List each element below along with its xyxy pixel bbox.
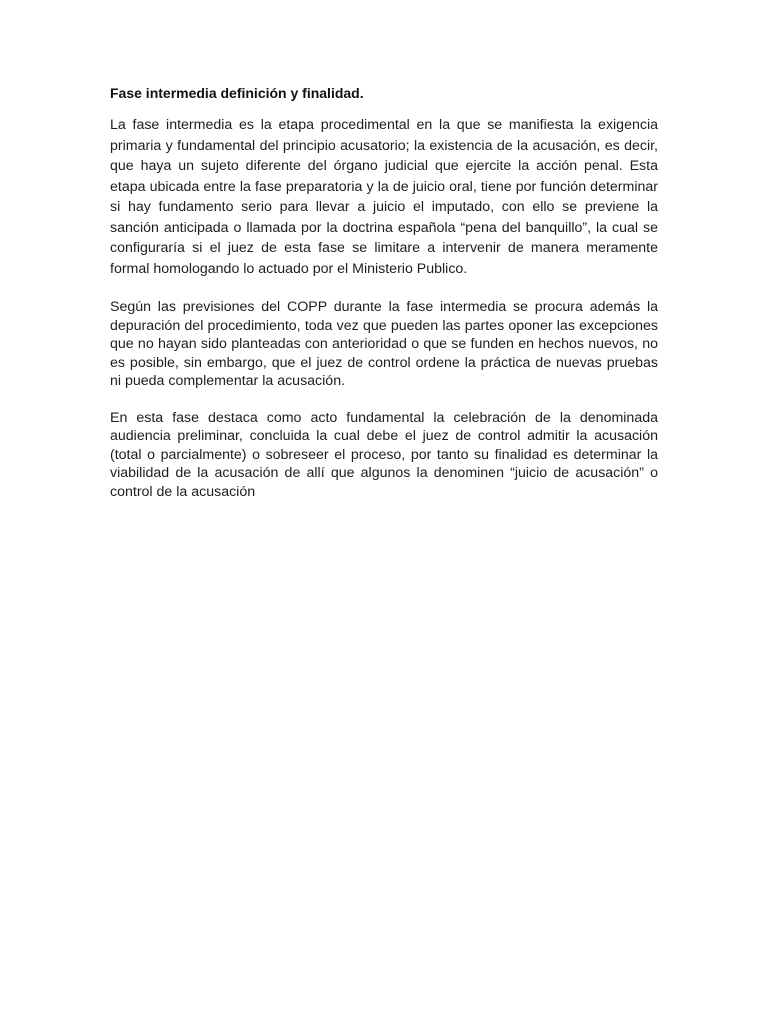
document-body (110, 84, 658, 501)
paragraph-1: La fase intermedia es la etapa procedimental en la que se manifiesta la exigencia primaria y fundamental del principio acusatorio; la existencia de la acusación, es decir, que haya un sujeto diferente del órgano judicial que ejercite la acción penal. Esta etapa ubicada entre la fase preparatoria y la de juicio oral, tiene por función determinar si hay fundamento serio para llevar a juicio el imputado, con ello se previene la sanción anticipada o llamada por la doctrina española “pena del banquillo”, la cual se configuraría si el juez de esta fase se limitare a intervenir de manera meramente formal homologando lo actuado por el Ministerio Publico. (110, 117, 658, 277)
paragraph-3: En esta fase destaca como acto fundamental la celebración de la denominada audiencia preliminar, concluida la cual debe el juez de control admitir la acusación (total o parcialmente) o sobreseer el proceso, por tanto su finalidad es determinar la viabilidad de la acusación de allí que algunos la denominen “juicio de acusación” o control de la acusación (110, 409, 658, 500)
paragraph-2: Según las previsiones del COPP durante la fase intermedia se procura además la depuración del procedimiento, toda vez que pueden las partes oponer las excepciones que no hayan sido planteadas con anterioridad o que se funden en hechos nuevos, no es posible, sin embargo, que el juez de control ordene la práctica de nuevas pruebas ni pueda complementar la acusación. (110, 299, 658, 389)
document-title: Fase intermedia definición y finalidad. (110, 85, 364, 101)
